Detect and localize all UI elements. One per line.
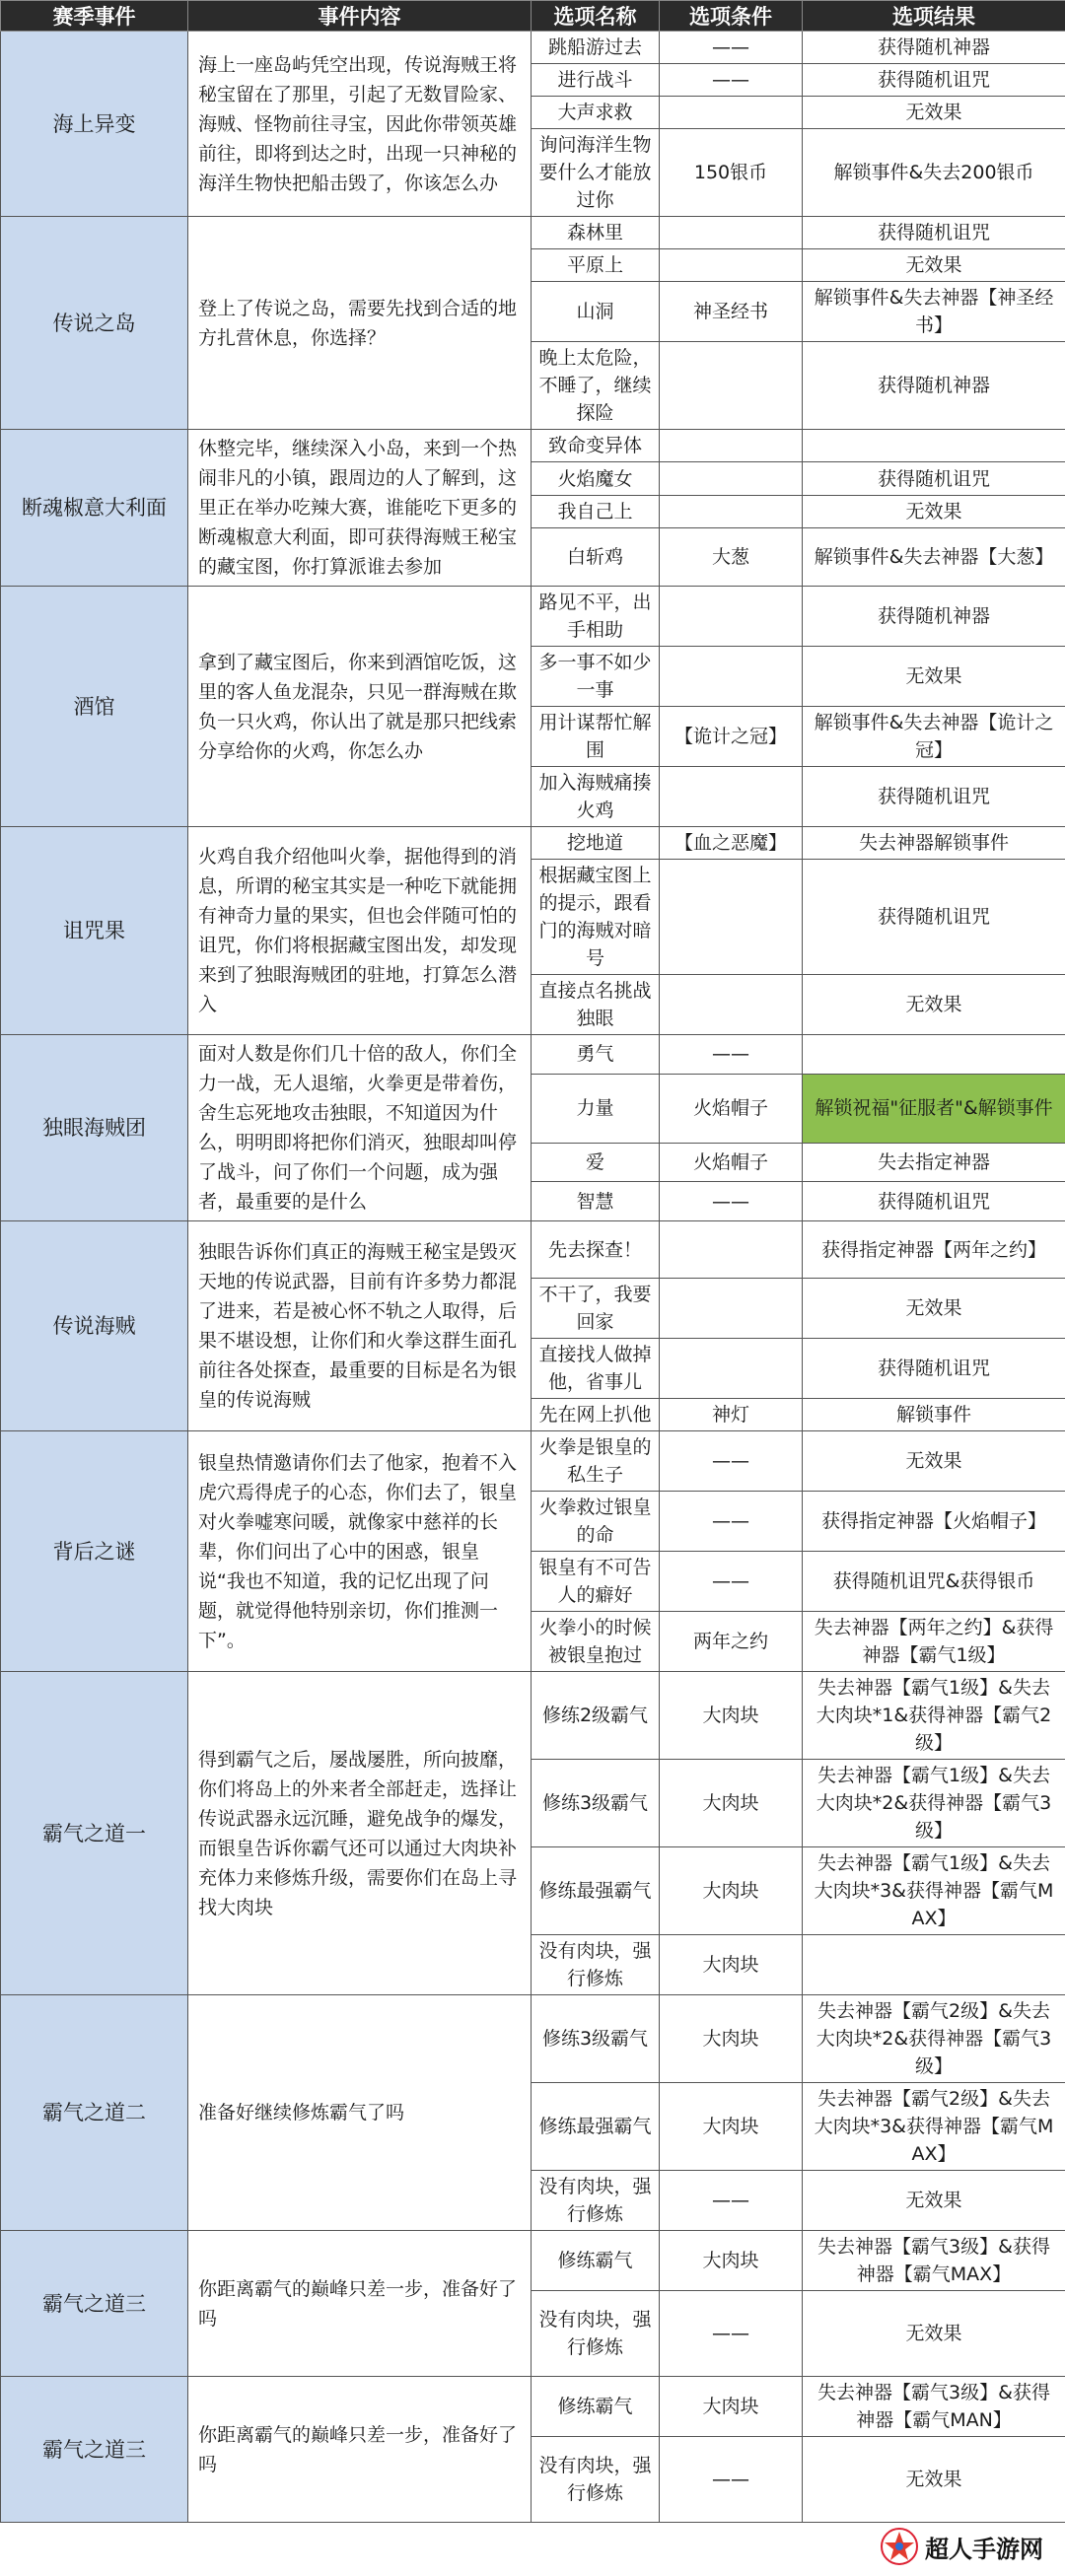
option-result: 获得随机诅咒	[803, 860, 1065, 975]
option-result: 失去神器【霸气3级】&获得神器【霸气MAX】	[803, 2231, 1065, 2291]
option-condition	[660, 1279, 803, 1339]
event-name: 传说海贼	[1, 1221, 188, 1431]
option-condition: 神圣经书	[660, 282, 803, 342]
option-condition: 大肉块	[660, 1995, 803, 2083]
option-result: 获得指定神器【火焰帽子】	[803, 1492, 1065, 1552]
option-name: 直接找人做掉他，省事儿	[532, 1339, 660, 1399]
option-result: 获得随机神器	[803, 342, 1065, 430]
event-name: 霸气之道三	[1, 2377, 188, 2523]
table-row	[1, 1672, 1065, 1760]
option-condition	[660, 1339, 803, 1399]
option-result: 解锁事件	[803, 1399, 1065, 1431]
option-name: 没有肉块，强行修炼	[532, 2171, 660, 2231]
option-name: 晚上太危险，不睡了，继续探险	[532, 342, 660, 430]
option-result: 无效果	[803, 2171, 1065, 2231]
option-result: 无效果	[803, 975, 1065, 1035]
option-name: 白斩鸡	[532, 528, 660, 587]
option-condition: ——	[660, 1492, 803, 1552]
option-result: 获得随机诅咒	[803, 767, 1065, 827]
event-content: 休整完毕，继续深入小岛，来到一个热闹非凡的小镇，跟周边的人了解到，这里正在举办吃辣大赛，谁能吃下更多的断魂椒意大利面，即可获得海贼王秘宝的藏宝图，你打算派谁去参加	[188, 430, 532, 587]
option-result: 失去神器【霸气2级】&失去大肉块*3&获得神器【霸气MAX】	[803, 2083, 1065, 2171]
option-condition	[660, 217, 803, 249]
event-name: 断魂椒意大利面	[1, 430, 188, 587]
event-content: 海上一座岛屿凭空出现，传说海贼王将秘宝留在了那里，引起了无数冒险家、海贼、怪物前往寻宝，因此你带领英雄前往，即将到达之时，出现一只神秘的海洋生物快把船击毁了，你该怎么办	[188, 32, 532, 217]
option-name: 修练3级霸气	[532, 1995, 660, 2083]
option-condition: 150银币	[660, 129, 803, 217]
event-name: 霸气之道一	[1, 1672, 188, 1995]
option-condition: 大肉块	[660, 1672, 803, 1760]
option-result: 失去指定神器	[803, 1143, 1065, 1182]
option-name: 银皇有不可告人的癖好	[532, 1552, 660, 1612]
option-name: 火拳小的时候被银皇抱过	[532, 1612, 660, 1672]
table-row	[1, 430, 1065, 462]
option-name: 修练最强霸气	[532, 1847, 660, 1935]
header-row	[1, 1, 1065, 32]
option-result: 获得随机诅咒&获得银币	[803, 1552, 1065, 1612]
option-result: 无效果	[803, 2437, 1065, 2523]
option-result: 无效果	[803, 249, 1065, 282]
header-event: 赛季事件	[1, 1, 188, 32]
option-name: 进行战斗	[532, 64, 660, 97]
event-name: 霸气之道三	[1, 2231, 188, 2377]
option-name: 用计谋帮忙解围	[532, 707, 660, 767]
option-result: 解锁祝福"征服者"&解锁事件	[803, 1074, 1065, 1143]
option-result: 无效果	[803, 1279, 1065, 1339]
option-condition: 火焰帽子	[660, 1143, 803, 1182]
option-condition	[660, 462, 803, 495]
table-row	[1, 1221, 1065, 1279]
watermark	[876, 2523, 1051, 2570]
event-content: 独眼告诉你们真正的海贼王秘宝是毁灭天地的传说武器，目前有许多势力都混了进来，若是被心怀不轨之人取得，后果不堪设想，让你们和火拳这群生面孔前往各处探查，最重要的目标是名为银皇的传说海贼	[188, 1221, 532, 1431]
option-result: 无效果	[803, 647, 1065, 707]
option-name: 火焰魔女	[532, 462, 660, 495]
option-condition	[660, 975, 803, 1035]
option-result: 获得随机诅咒	[803, 64, 1065, 97]
option-result	[803, 1935, 1065, 1995]
option-name: 加入海贼痛揍火鸡	[532, 767, 660, 827]
option-result: 无效果	[803, 495, 1065, 527]
option-condition: ——	[660, 64, 803, 97]
option-condition: ——	[660, 1552, 803, 1612]
option-result	[803, 430, 1065, 462]
option-condition	[660, 767, 803, 827]
option-result: 失去神器【霸气2级】&失去大肉块*2&获得神器【霸气3级】	[803, 1995, 1065, 2083]
option-name: 没有肉块，强行修炼	[532, 2437, 660, 2523]
option-name: 询问海洋生物要什么才能放过你	[532, 129, 660, 217]
option-condition: 大肉块	[660, 2083, 803, 2171]
option-condition	[660, 430, 803, 462]
event-name: 独眼海贼团	[1, 1035, 188, 1221]
option-condition: 神灯	[660, 1399, 803, 1431]
option-condition: 大肉块	[660, 1935, 803, 1995]
option-result: 获得随机诅咒	[803, 462, 1065, 495]
option-condition: ——	[660, 2171, 803, 2231]
option-condition: ——	[660, 1431, 803, 1492]
option-name: 修练3级霸气	[532, 1760, 660, 1847]
header-option-name: 选项名称	[532, 1, 660, 32]
event-content: 面对人数是你们几十倍的敌人，你们全力一战，无人退缩，火拳更是带着伤，舍生忘死地攻击独眼，不知道因为什么，明明即将把你们消灭，独眼却叫停了战斗，问了你们一个问题，成为强者，最重要的是什么	[188, 1035, 532, 1221]
option-condition: ——	[660, 1035, 803, 1075]
header-option-cond: 选项条件	[660, 1, 803, 32]
table-row	[1, 1995, 1065, 2083]
table-row	[1, 1431, 1065, 1492]
option-condition: 【诡计之冠】	[660, 707, 803, 767]
option-name: 直接点名挑战独眼	[532, 975, 660, 1035]
option-name: 没有肉块，强行修炼	[532, 1935, 660, 1995]
option-result: 解锁事件&失去神器【神圣经书】	[803, 282, 1065, 342]
option-result: 获得随机诅咒	[803, 217, 1065, 249]
table-row	[1, 2377, 1065, 2437]
event-content: 你距离霸气的巅峰只差一步，准备好了吗	[188, 2377, 532, 2523]
option-condition	[660, 495, 803, 527]
event-content: 登上了传说之岛，需要先找到合适的地方扎营休息，你选择？	[188, 217, 532, 430]
option-condition	[660, 587, 803, 647]
table-row	[1, 1035, 1065, 1075]
event-name: 诅咒果	[1, 827, 188, 1035]
event-content: 拿到了藏宝图后，你来到酒馆吃饭，这里的客人鱼龙混杂，只见一群海贼在欺负一只火鸡，你认出了就是那只把线索分享给你的火鸡，你怎么办	[188, 587, 532, 827]
option-result: 解锁事件&失去神器【大葱】	[803, 528, 1065, 587]
option-name: 路见不平，出手相助	[532, 587, 660, 647]
option-result: 失去神器【霸气1级】&失去大肉块*3&获得神器【霸气MAX】	[803, 1847, 1065, 1935]
option-result: 解锁事件&失去200银币	[803, 129, 1065, 217]
option-condition: 两年之约	[660, 1612, 803, 1672]
event-name: 背后之谜	[1, 1431, 188, 1672]
option-name: 不干了，我要回家	[532, 1279, 660, 1339]
option-condition: 大葱	[660, 528, 803, 587]
option-result	[803, 1035, 1065, 1075]
option-name: 先去探查！	[532, 1221, 660, 1279]
option-result: 失去神器【两年之约】&获得神器【霸气1级】	[803, 1612, 1065, 1672]
option-result: 无效果	[803, 97, 1065, 129]
table-row	[1, 587, 1065, 647]
event-content: 你距离霸气的巅峰只差一步，准备好了吗	[188, 2231, 532, 2377]
option-name: 多一事不如少一事	[532, 647, 660, 707]
table-row	[1, 2231, 1065, 2291]
event-table-body	[1, 32, 1065, 2523]
option-condition: ——	[660, 1182, 803, 1221]
option-name: 修练霸气	[532, 2377, 660, 2437]
option-result: 获得随机诅咒	[803, 1339, 1065, 1399]
option-condition: 大肉块	[660, 1760, 803, 1847]
event-name: 霸气之道二	[1, 1995, 188, 2231]
option-name: 先在网上扒他	[532, 1399, 660, 1431]
option-result: 无效果	[803, 2291, 1065, 2377]
option-condition: 【血之恶魔】	[660, 827, 803, 860]
option-name: 修练霸气	[532, 2231, 660, 2291]
option-name: 致命变异体	[532, 430, 660, 462]
option-result: 无效果	[803, 1431, 1065, 1492]
header-content: 事件内容	[188, 1, 532, 32]
option-name: 跳船游过去	[532, 32, 660, 64]
event-content: 银皇热情邀请你们去了他家，抱着不入虎穴焉得虎子的心态，你们去了，银皇对火拳嘘寒问暖，就像家中慈祥的长辈，你们问出了心中的困惑，银皇说“我也不知道，我的记忆出现了问题，就觉得他特别亲切，你们推测一下”。	[188, 1431, 532, 1672]
option-name: 勇气	[532, 1035, 660, 1075]
option-name: 挖地道	[532, 827, 660, 860]
option-name: 爱	[532, 1143, 660, 1182]
event-content: 准备好继续修炼霸气了吗	[188, 1995, 532, 2231]
event-content: 得到霸气之后，屡战屡胜，所向披靡，你们将岛上的外来者全部赶走，选择让传说武器永远沉睡，避免战争的爆发，而银皇告诉你霸气还可以通过大肉块补充体力来修炼升级，需要你们在岛上寻找大肉块	[188, 1672, 532, 1995]
watermark-text: 超人手游网	[925, 2535, 1043, 2563]
option-condition: 大肉块	[660, 2377, 803, 2437]
option-name: 修练2级霸气	[532, 1672, 660, 1760]
option-result: 失去神器【霸气1级】&失去大肉块*2&获得神器【霸气3级】	[803, 1760, 1065, 1847]
option-name: 根据藏宝图上的提示，跟看门的海贼对暗号	[532, 860, 660, 975]
option-condition	[660, 342, 803, 430]
option-name: 修练最强霸气	[532, 2083, 660, 2171]
option-name: 山洞	[532, 282, 660, 342]
option-condition	[660, 97, 803, 129]
option-result: 失去神器【霸气1级】&失去大肉块*1&获得神器【霸气2级】	[803, 1672, 1065, 1760]
option-result: 获得随机神器	[803, 32, 1065, 64]
option-condition: ——	[660, 2437, 803, 2523]
option-result: 获得随机神器	[803, 587, 1065, 647]
option-condition	[660, 647, 803, 707]
option-condition: ——	[660, 32, 803, 64]
option-condition: 火焰帽子	[660, 1074, 803, 1143]
option-name: 我自己上	[532, 495, 660, 527]
option-name: 火拳救过银皇的命	[532, 1492, 660, 1552]
option-name: 平原上	[532, 249, 660, 282]
table-row	[1, 827, 1065, 860]
option-result: 解锁事件&失去神器【诡计之冠】	[803, 707, 1065, 767]
option-name: 火拳是银皇的私生子	[532, 1431, 660, 1492]
option-name: 力量	[532, 1074, 660, 1143]
option-condition	[660, 249, 803, 282]
event-name: 海上异变	[1, 32, 188, 217]
option-result: 获得指定神器【两年之约】	[803, 1221, 1065, 1279]
event-name: 酒馆	[1, 587, 188, 827]
star-logo-icon	[880, 2527, 919, 2566]
option-name: 智慧	[532, 1182, 660, 1221]
option-condition: 大肉块	[660, 2231, 803, 2291]
option-name: 大声求救	[532, 97, 660, 129]
option-name: 森林里	[532, 217, 660, 249]
event-name: 传说之岛	[1, 217, 188, 430]
option-result: 失去神器解锁事件	[803, 827, 1065, 860]
option-condition: ——	[660, 2291, 803, 2377]
option-result: 失去神器【霸气3级】&获得神器【霸气MAN】	[803, 2377, 1065, 2437]
option-condition	[660, 860, 803, 975]
event-content: 火鸡自我介绍他叫火拳，据他得到的消息，所谓的秘宝其实是一种吃下就能拥有神奇力量的果实，但也会伴随可怕的诅咒，你们将根据藏宝图出发，却发现来到了独眼海贼团的驻地，打算怎么潜入	[188, 827, 532, 1035]
header-option-result: 选项结果	[803, 1, 1065, 32]
table-row	[1, 217, 1065, 249]
option-name: 没有肉块，强行修炼	[532, 2291, 660, 2377]
option-condition	[660, 1221, 803, 1279]
option-result: 获得随机诅咒	[803, 1182, 1065, 1221]
table-row	[1, 32, 1065, 64]
option-condition: 大肉块	[660, 1847, 803, 1935]
